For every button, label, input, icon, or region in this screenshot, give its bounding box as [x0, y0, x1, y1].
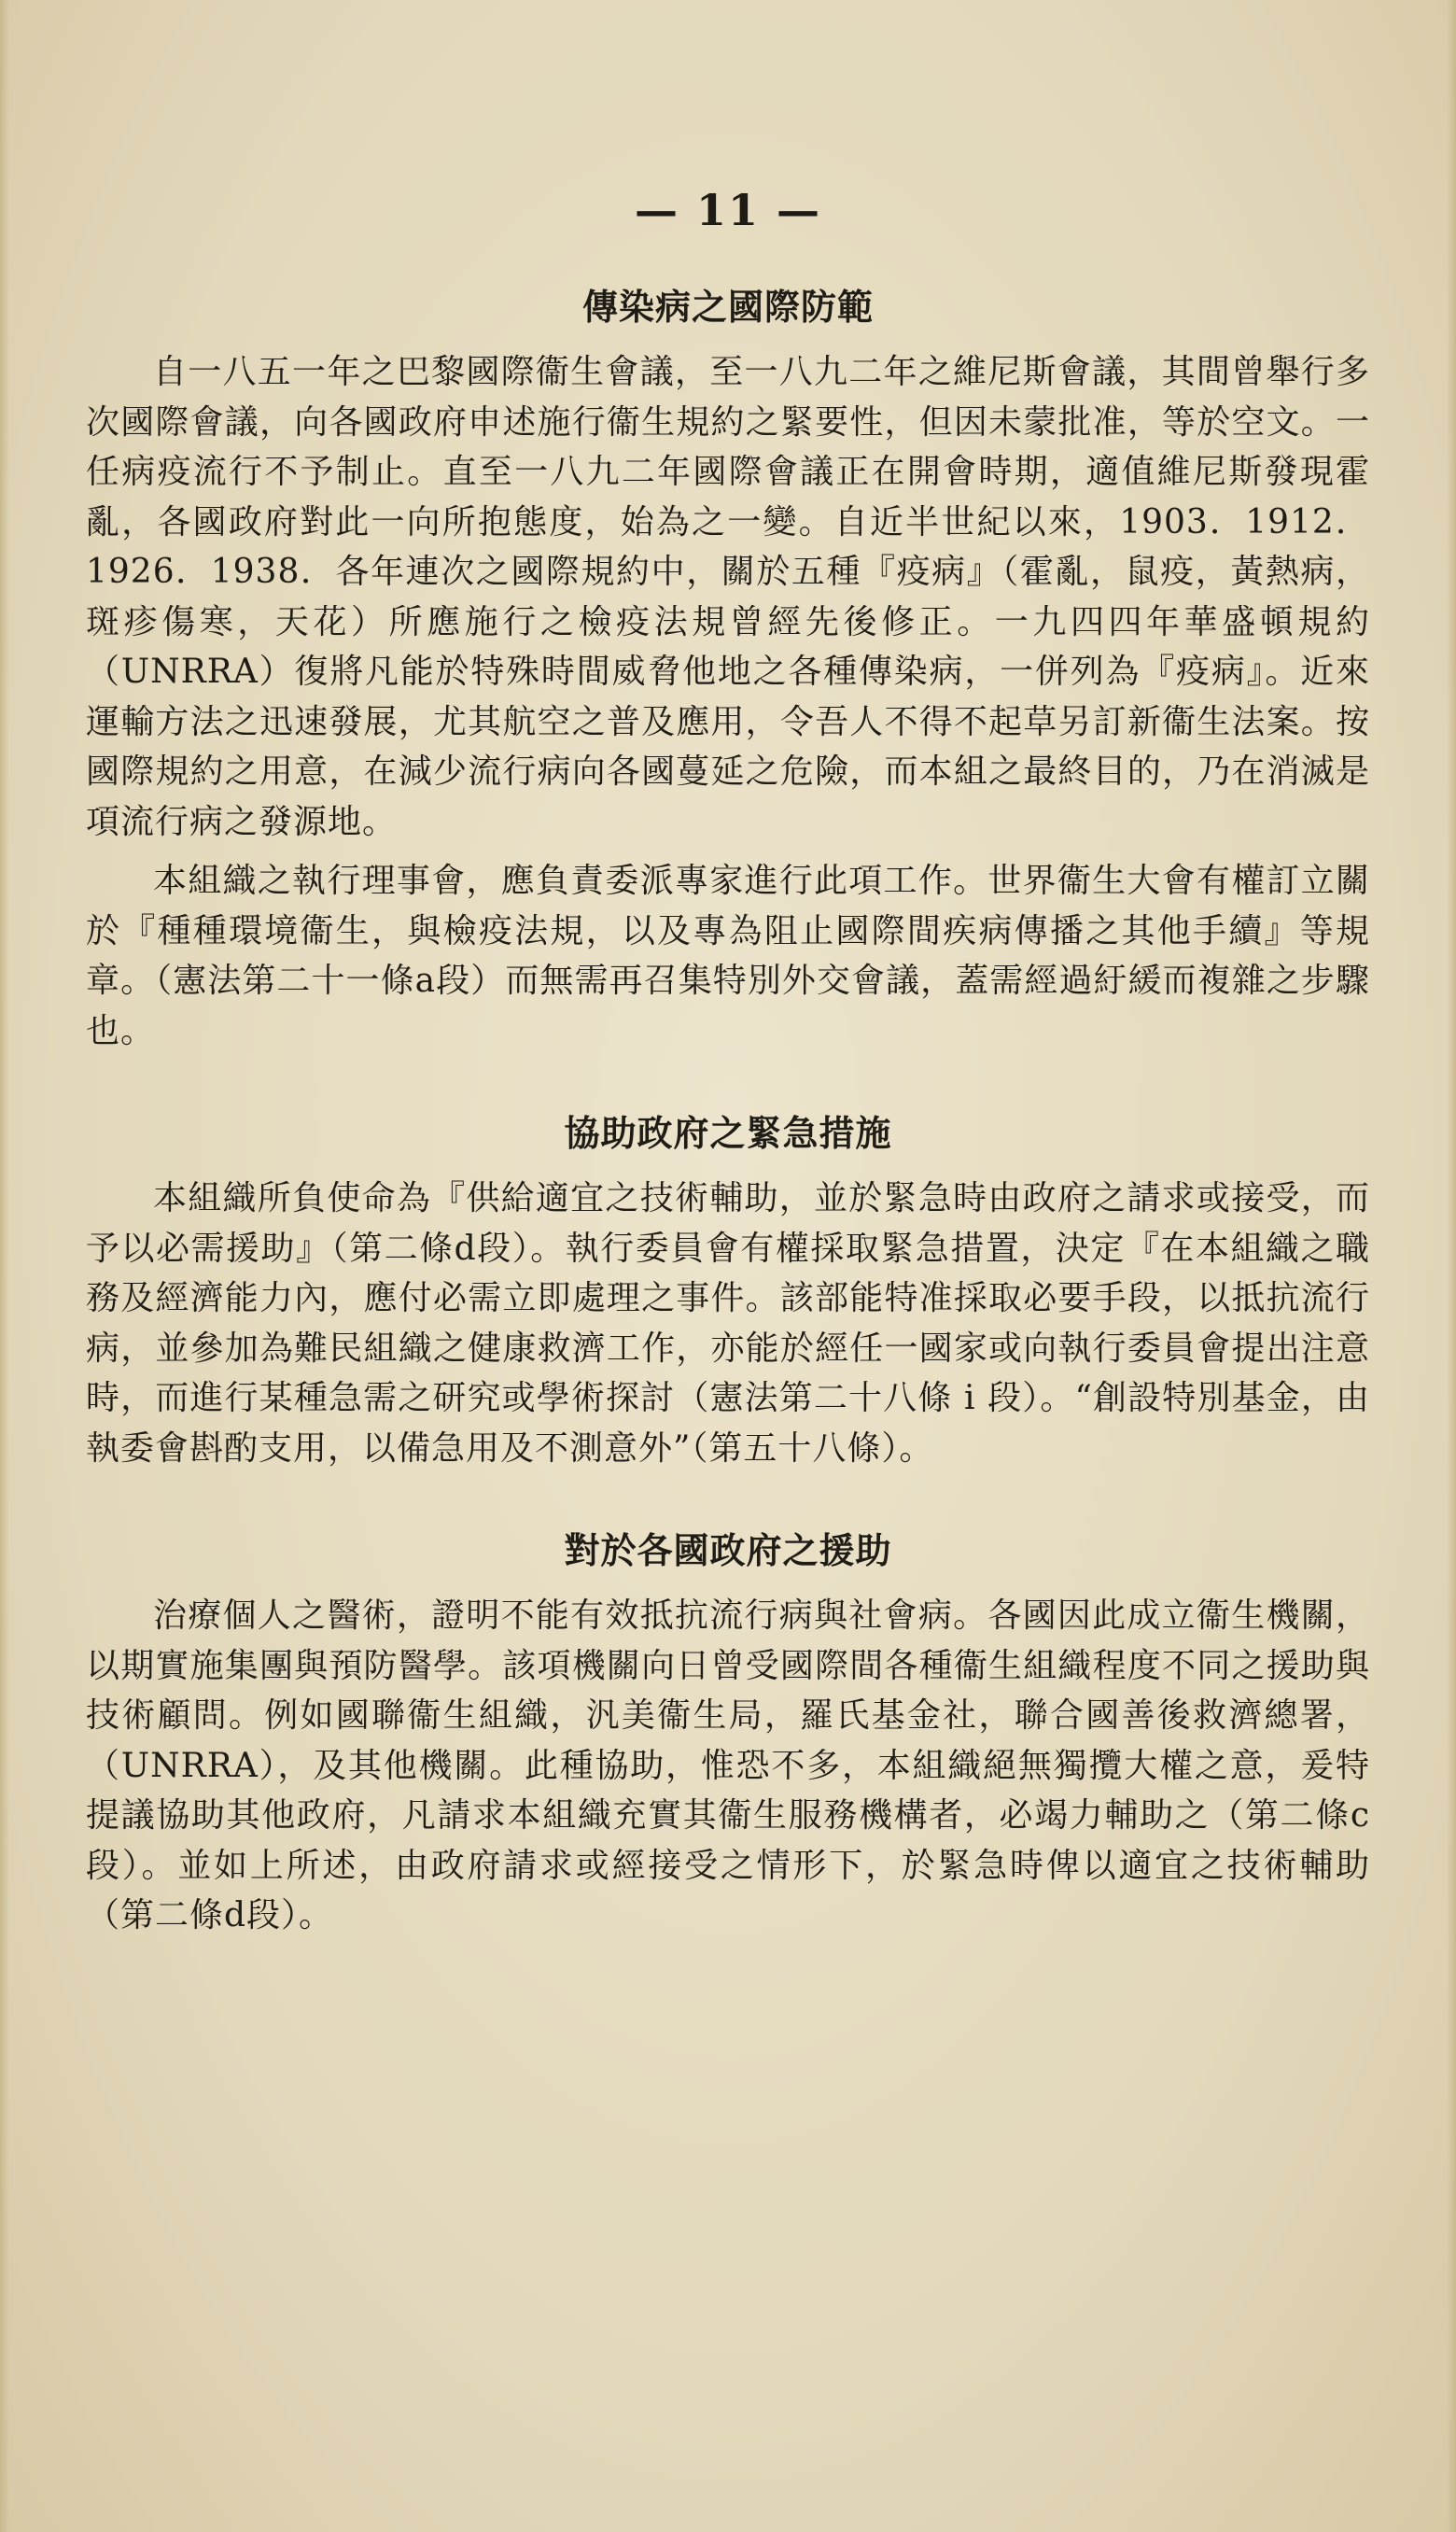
page-number: — 11 —	[634, 185, 822, 235]
paragraph: 自一八五一年之巴黎國際衞生會議，至一八九二年之維尼斯會議，其間曾舉行多次國際會議，向各國政府申述施行衞生規約之緊要性，但因未蒙批准，等於空文。一任病疫流行不予制止。直至一八九二年國際會議正在開會時期，適值維尼斯發現霍亂，各國政府對此一向所抱態度，始為之一變。自近半世紀以來，1903．1912．1926．1938．各年連次之國際規約中，關於五種『疫病』（霍亂，鼠疫，黃熱病，斑疹傷寒，天花）所應施行之檢疫法規曾經先後修正。一九四四年華盛頓規約（UNRRA）復將凡能於特殊時間威脅他地之各種傳染病，一併列為『疫病』。近來運輸方法之迅速發展，尤其航空之普及應用，令吾人不得不起草另訂新衞生法案。按國際規約之用意，在減少流行病向各國蔓延之危險，而本組之最終目的，乃在消滅是項流行病之發源地。	[86, 353, 1370, 841]
paragraph: 本組織之執行理事會，應負責委派專家進行此項工作。世界衞生大會有權訂立關於『種種環境衞生，與檢疫法規，以及專為阻止國際間疾病傳播之其他手續』等規章。（憲法第二十一條a段）而無需再召集特別外交會議，蓋需經過紆緩而複雜之步驟也。	[86, 862, 1370, 1050]
section-international-epidemic-prevention	[86, 284, 1370, 1056]
paragraph: 治療個人之醫術，證明不能有效抵抗流行病與社會病。各國因此成立衞生機關，以期實施集團與預防醫學。該項機關向日曾受國際間各種衞生組織程度不同之援助與技術顧問。例如國聯衞生組織，汎美衞生局，羅氏基金社，聯合國善後救濟總署，（UNRRA），及其他機關。此種協助，惟恐不多，本組織絕無獨攬大權之意，爰特提議協助其他政府，凡請求本組織充實其衞生服務機構者，必竭力輔助之（第二條c段）。並如上所述，由政府請求或經接受之情形下，於緊急時俾以適宜之技術輔助（第二條d段）。	[86, 1597, 1370, 1934]
page-edge-left	[0, 0, 9, 2532]
page-content	[86, 271, 1370, 1950]
section-title: 對於各國政府之援助	[564, 1529, 892, 1571]
paragraph: 本組織所負使命為『供給適宜之技術輔助，並於緊急時由政府之請求或接受，而予以必需援助』（第二條d段）。執行委員會有權採取緊急措置，決定『在本組織之職務及經濟能力內，應付必需立即處理之事件。該部能特准採取必要手段，以抵抗流行病，並參加為難民組織之健康救濟工作，亦能於經任一國家或向執行委員會提出注意時，而進行某種急需之研究或學術探討（憲法第二十八條 i 段）。“創設特別基金，由執委會斟酌支用，以備急用及不測意外”（第五十八條）。	[86, 1179, 1370, 1468]
section-gap	[86, 1483, 1370, 1514]
section-gap	[86, 1065, 1370, 1097]
section-emergency-measures	[86, 1110, 1370, 1473]
section-government-assistance	[86, 1527, 1370, 1941]
section-title: 協助政府之緊急措施	[564, 1112, 892, 1154]
page-edge-right	[1447, 0, 1456, 2532]
section-title: 傳染病之國際防範	[581, 286, 874, 328]
